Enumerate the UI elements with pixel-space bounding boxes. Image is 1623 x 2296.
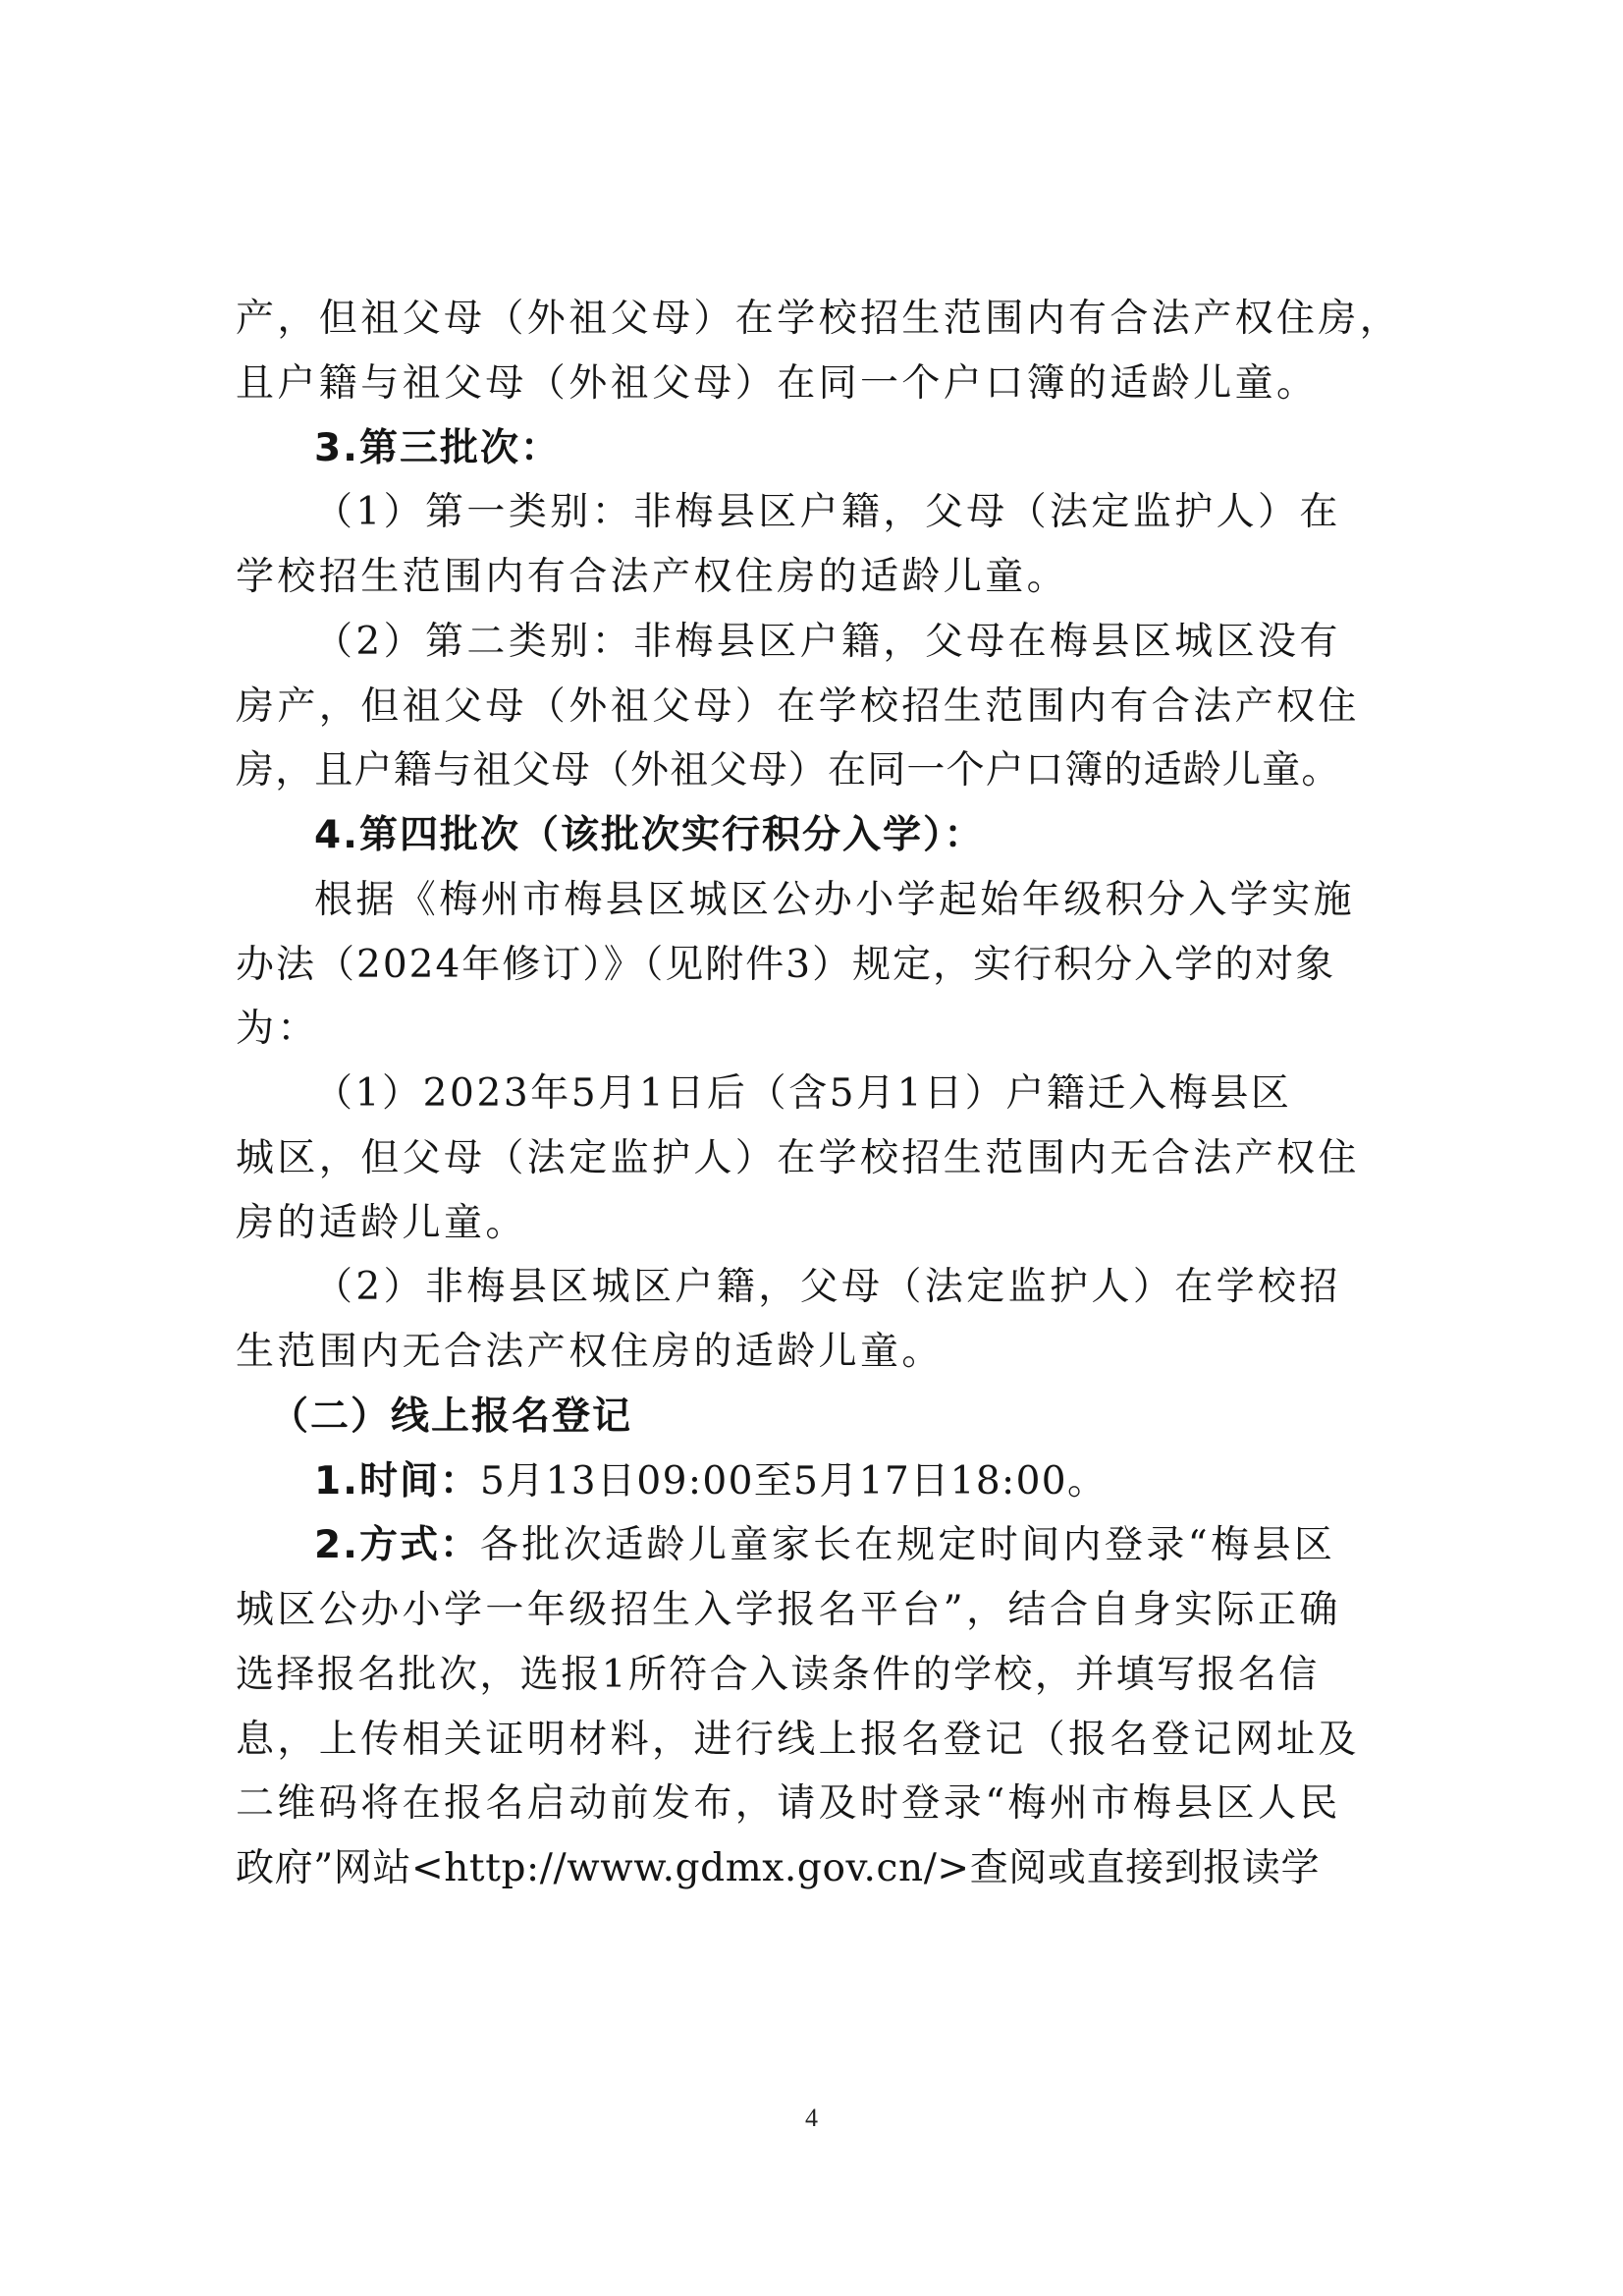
bold-prefix: 2.方式：	[314, 1523, 480, 1567]
text-line: 二维码将在报名启动前发布，请及时登录“梅州市梅县区人民	[236, 1781, 1341, 1826]
page-number: 4	[805, 2104, 818, 2132]
text-line: （2）非梅县区城区户籍，父母（法定监护人）在学校招	[314, 1265, 1341, 1309]
text-line: 选择报名批次，选报1所符合入读条件的学校，并填写报名信	[236, 1653, 1320, 1697]
text-line: 房的适龄儿童。	[236, 1201, 527, 1245]
text-line: （2）第二类别：非梅县区户籍，父母在梅县区城区没有	[314, 620, 1341, 664]
text-line: 生范围内无合法产权住房的适龄儿童。	[236, 1330, 944, 1374]
text-line: （1）2023年5月1日后（含5月1日）户籍迁入梅县区	[314, 1071, 1292, 1116]
line-body: 5月13日09:00至5月17日18:00。	[479, 1459, 1108, 1503]
text-line: 房产，但祖父母（外祖父母）在学校招生范围内有合法产权住	[236, 684, 1360, 729]
line-body: 各批次适龄儿童家长在规定时间内登录“梅县区	[479, 1523, 1336, 1567]
section-heading: （二）线上报名登记	[270, 1394, 633, 1439]
text-line: 城区，但父母（法定监护人）在学校招生范围内无合法产权住	[236, 1136, 1360, 1180]
bold-prefix: 1.时间：	[314, 1459, 480, 1503]
text-line: 为：	[236, 1007, 319, 1051]
section-heading: 4.第四批次（该批次实行积分入学）：	[314, 813, 985, 857]
text-line: 根据《梅州市梅县区城区公办小学起始年级积分入学实施	[314, 878, 1356, 922]
section-heading: 3.第三批次：	[314, 426, 561, 470]
text-line: 产，但祖父母（外祖父母）在学校招生范围内有合法产权住房，	[236, 297, 1402, 341]
text-line: 息，上传相关证明材料，进行线上报名登记（报名登记网址及	[236, 1718, 1360, 1762]
text-line: 城区公办小学一年级招生入学报名平台”，结合自身实际正确	[236, 1588, 1341, 1632]
text-line: （1）第一类别：非梅县区户籍，父母（法定监护人）在	[314, 490, 1341, 534]
text-line: 房，且户籍与祖父母（外祖父母）在同一个户口簿的适龄儿童。	[236, 748, 1341, 793]
text-line: 政府”网站<http://www.gdmx.gov.cn/>查阅或直接到报读学	[236, 1846, 1321, 1890]
text-line	[314, 1457, 1473, 1506]
text-line: 学校招生范围内有合法产权住房的适龄儿童。	[236, 555, 1069, 599]
text-line	[314, 1521, 1473, 1570]
text-line: 办法（2024年修订）》（见附件3）规定，实行积分入学的对象	[236, 943, 1336, 987]
text-line: 且户籍与祖父母（外祖父母）在同一个户口簿的适龄儿童。	[236, 361, 1319, 406]
